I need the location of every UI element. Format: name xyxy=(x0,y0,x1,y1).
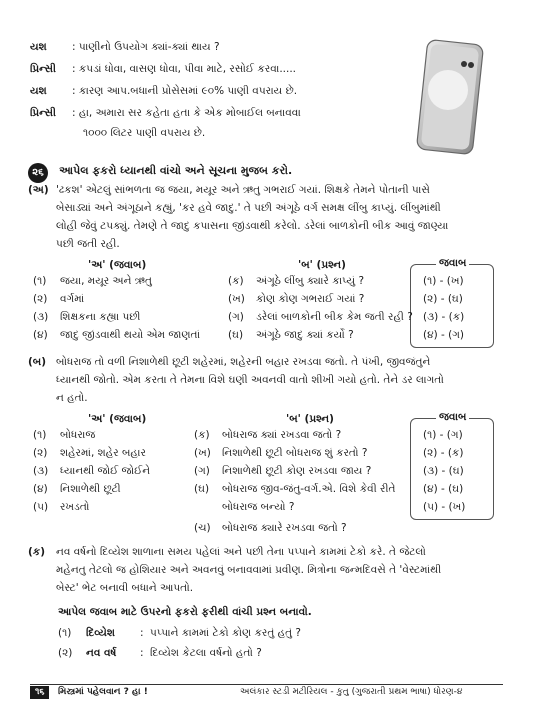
paragraph-line: પછી જતી રહી. xyxy=(56,238,120,250)
mobile-phone-image xyxy=(408,38,488,156)
paragraph-line: ધ્યાનથી જોતો. એમ કરતા તે તેમના વિશે ઘણી અવનવી વાતો શીખી ગયો હતો. તેને ડર લાગતો xyxy=(56,374,444,386)
column-b-header: 'બ' (પ્રશ્ન) xyxy=(298,259,346,271)
dialogue-line: યશ : પાણીનો ઉપયોગ ક્યાં-ક્યાં થાય ? xyxy=(30,41,220,53)
dialogue-line: યશ : કારણ આપ.બધાની પ્રોસેસમાં ૯૦% પાણી વપરાય છે. xyxy=(30,85,298,97)
column-a-header: 'અ' (જવાબ) xyxy=(88,259,147,271)
paragraph-line: બેસ્ટ' ભેટ બનાવી બધાને આપતો. xyxy=(56,582,194,594)
answers-label: જવાબ xyxy=(436,257,469,270)
speaker: પ્રિન્સી xyxy=(30,63,56,75)
part-c-label: (ક) xyxy=(28,546,46,558)
dialogue-line: પ્રિન્સી : કપડાં ધોવા, વાસણ ધોવા, પીવા માટે, રસોઈ કરવા..... xyxy=(30,63,297,75)
footer-left-text: મિસ્ત્રમાં પહેલવાન ? હા ! xyxy=(58,687,148,697)
paragraph-line: ન હતો. xyxy=(56,392,88,404)
dialogue-line: પ્રિન્સી : હા, અમારા સર કહેતા હતા કે એક મોબાઈલ બનાવવા xyxy=(30,107,301,119)
footer-right-text: અલંકાર સ્ટડી મટીરિયલ - કુતુ (ગુજરાતી પ્રથમ ભાષા) ધોરણ-૪ xyxy=(240,687,463,697)
question-number: ૨૬ xyxy=(28,163,48,183)
speaker: યશ xyxy=(30,85,47,97)
part-b-label: (બ) xyxy=(28,356,47,368)
task-question: દિવ્યેશ કેટલા વર્ષનો હતો ? xyxy=(150,647,262,659)
dialogue-line: ૧૦૦૦ લિટર પાણી વપરાય છે. xyxy=(83,127,206,139)
task-question: પપ્પાને કામમાં ટેકો કોણ કરતું હતું ? xyxy=(150,627,301,639)
page-footer xyxy=(30,684,503,700)
part-a-label: (અ) xyxy=(28,184,49,196)
paragraph-line: મહેનતુ તેટલો જ હોશિયાર અને અવનવું બનાવવામાં પ્રવીણ. મિત્રોના જન્મદિવસે તે 'વેસ્ટમાંથી xyxy=(56,564,442,576)
speaker: યશ xyxy=(30,41,47,53)
paragraph-line: 'ઢકશ' એટલું સાંભળતા જ જયા, મયૂર અને ઋતુ ગભરાઈ ગયાં. શિક્ષકે તેમને પોતાની પાસે xyxy=(56,184,430,196)
paragraph-line: લોહી જેવું ટપક્યું. તેમણે તે જાદુ કપાસના જીંડવાથી કરેલો. ડરેલાં બાળકોની બીક આવું જાણ્યા xyxy=(56,220,449,232)
column-b-header: 'બ' (પ્રશ્ન) xyxy=(286,413,334,425)
question-26-heading xyxy=(28,160,292,183)
task-answer: દિવ્યેશ xyxy=(86,627,115,639)
column-a-header: 'અ' (જવાબ) xyxy=(88,413,147,425)
paragraph-line: નવ વર્ષનો દિવ્યેશ શાળાના સમય પહેલાં અને પછી તેના પપ્પાને કામમાં ટેકો કરે. તે જેટલો xyxy=(56,546,426,558)
task-instruction: આપેલ જવાબ માટે ઉપરનો ફકરો ફરીથી વાંચી પ્રશ્ન બનાવો. xyxy=(58,606,312,618)
paragraph-line: બેસાડ્યાં અને અંગૂઠાને કહ્યું, 'કર હવે જાદુ.' તે પછી અંગૂઠે વર્ગ સમક્ષ લીંબુ કાપ્યું. લીંબુમાંથી xyxy=(56,202,441,214)
speaker: પ્રિન્સી xyxy=(30,107,56,119)
answers-label: જવાબ xyxy=(436,411,469,424)
page-number: ૧૬ xyxy=(30,686,49,699)
paragraph-line: બોધરાજ તો વળી નિશાળેથી છૂટી શહેરમાં, શહેરની બહાર રખડવા જતો. તે પંખી, જીવજંતુને xyxy=(56,356,431,368)
task-answer: નવ વર્ષ xyxy=(86,647,117,659)
question-instruction: આપેલ ફકરો ધ્યાનથી વાંચો અને સૂચના મુજબ કરો. xyxy=(59,163,293,177)
